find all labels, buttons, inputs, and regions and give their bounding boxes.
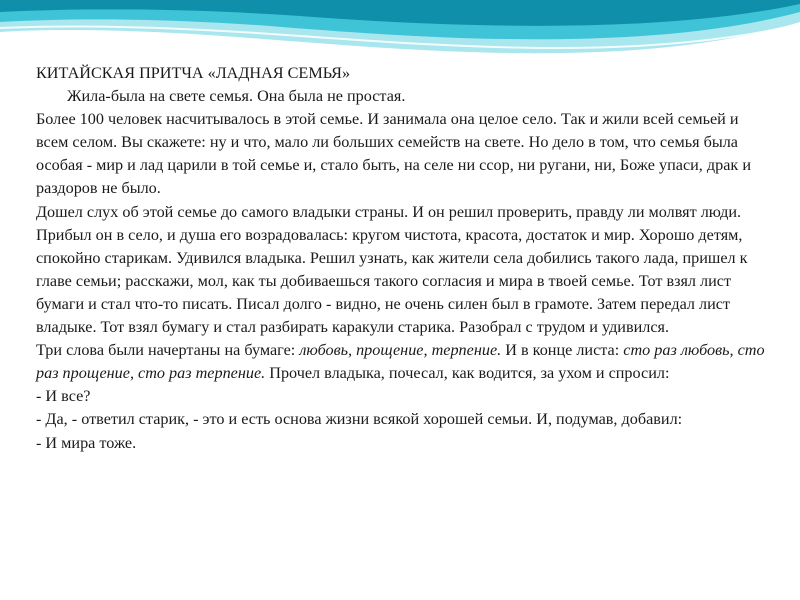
parable-text [36, 62, 766, 455]
document-title: КИТАЙСКАЯ ПРИТЧА «ЛАДНАЯ СЕМЬЯ» [36, 64, 351, 82]
dialogue-line-3: - И мира тоже. [36, 433, 137, 452]
intro-paragraph: Жила-была на свете семья. Она была не простая. [67, 87, 406, 106]
three-words: любовь, прощение, терпение. [299, 341, 502, 360]
paragraph-3-mid: И в конце листа: [501, 341, 624, 360]
paragraph-2: Дошел слух об этой семье до самого владыки страны. И он решил проверить, правду ли молвят люди. Прибыл он в село, и душа его возрадовалась: кругом чистота, красота, достаток и мир. Хорошо детям, спокойно старикам. Удивился владыка. Решил узнать, как жители села добились такого лада, пришел к главе семьи; расскажи, мол, как ты добиваешься такого согласия и мира в твоей семье. Тот взял лист бумаги и стал что-то писать. Писал долго - видно, не очень силен был в грамоте. Затем передал лист владыке. Тот взял бумагу и стал разбирать каракули старика. Разобрал с трудом и удивился. [36, 202, 748, 337]
hundred-times-phrase: сто раз любовь, сто раз прощение, сто раз терпение. [36, 341, 765, 383]
dialogue-line-1: - И все? [36, 387, 91, 406]
dialogue-line-2: - Да, - ответил старик, - это и есть основа жизни всякой хорошей семьи. И, подумав, добавил: [36, 410, 683, 429]
paragraph-3-start: Три слова были начертаны на бумаге: [36, 341, 300, 360]
paragraph-3-end: Прочел владыка, почесал, как водится, за ухом и спросил: [265, 364, 670, 383]
paragraph-3 [36, 339, 766, 385]
paragraph-1: Более 100 человек насчитывалось в этой семье. И занимала она целое село. Так и жили всей семьей и всем селом. Вы скажете: ну и что, мало ли больших семейств на свете. Но дело в том, что семья была особая - мир и лад царили в той семье и, стало быть, на селе ни ссор, ни ругани, ни, Боже упаси, драк и раздоров не было. [36, 110, 751, 198]
